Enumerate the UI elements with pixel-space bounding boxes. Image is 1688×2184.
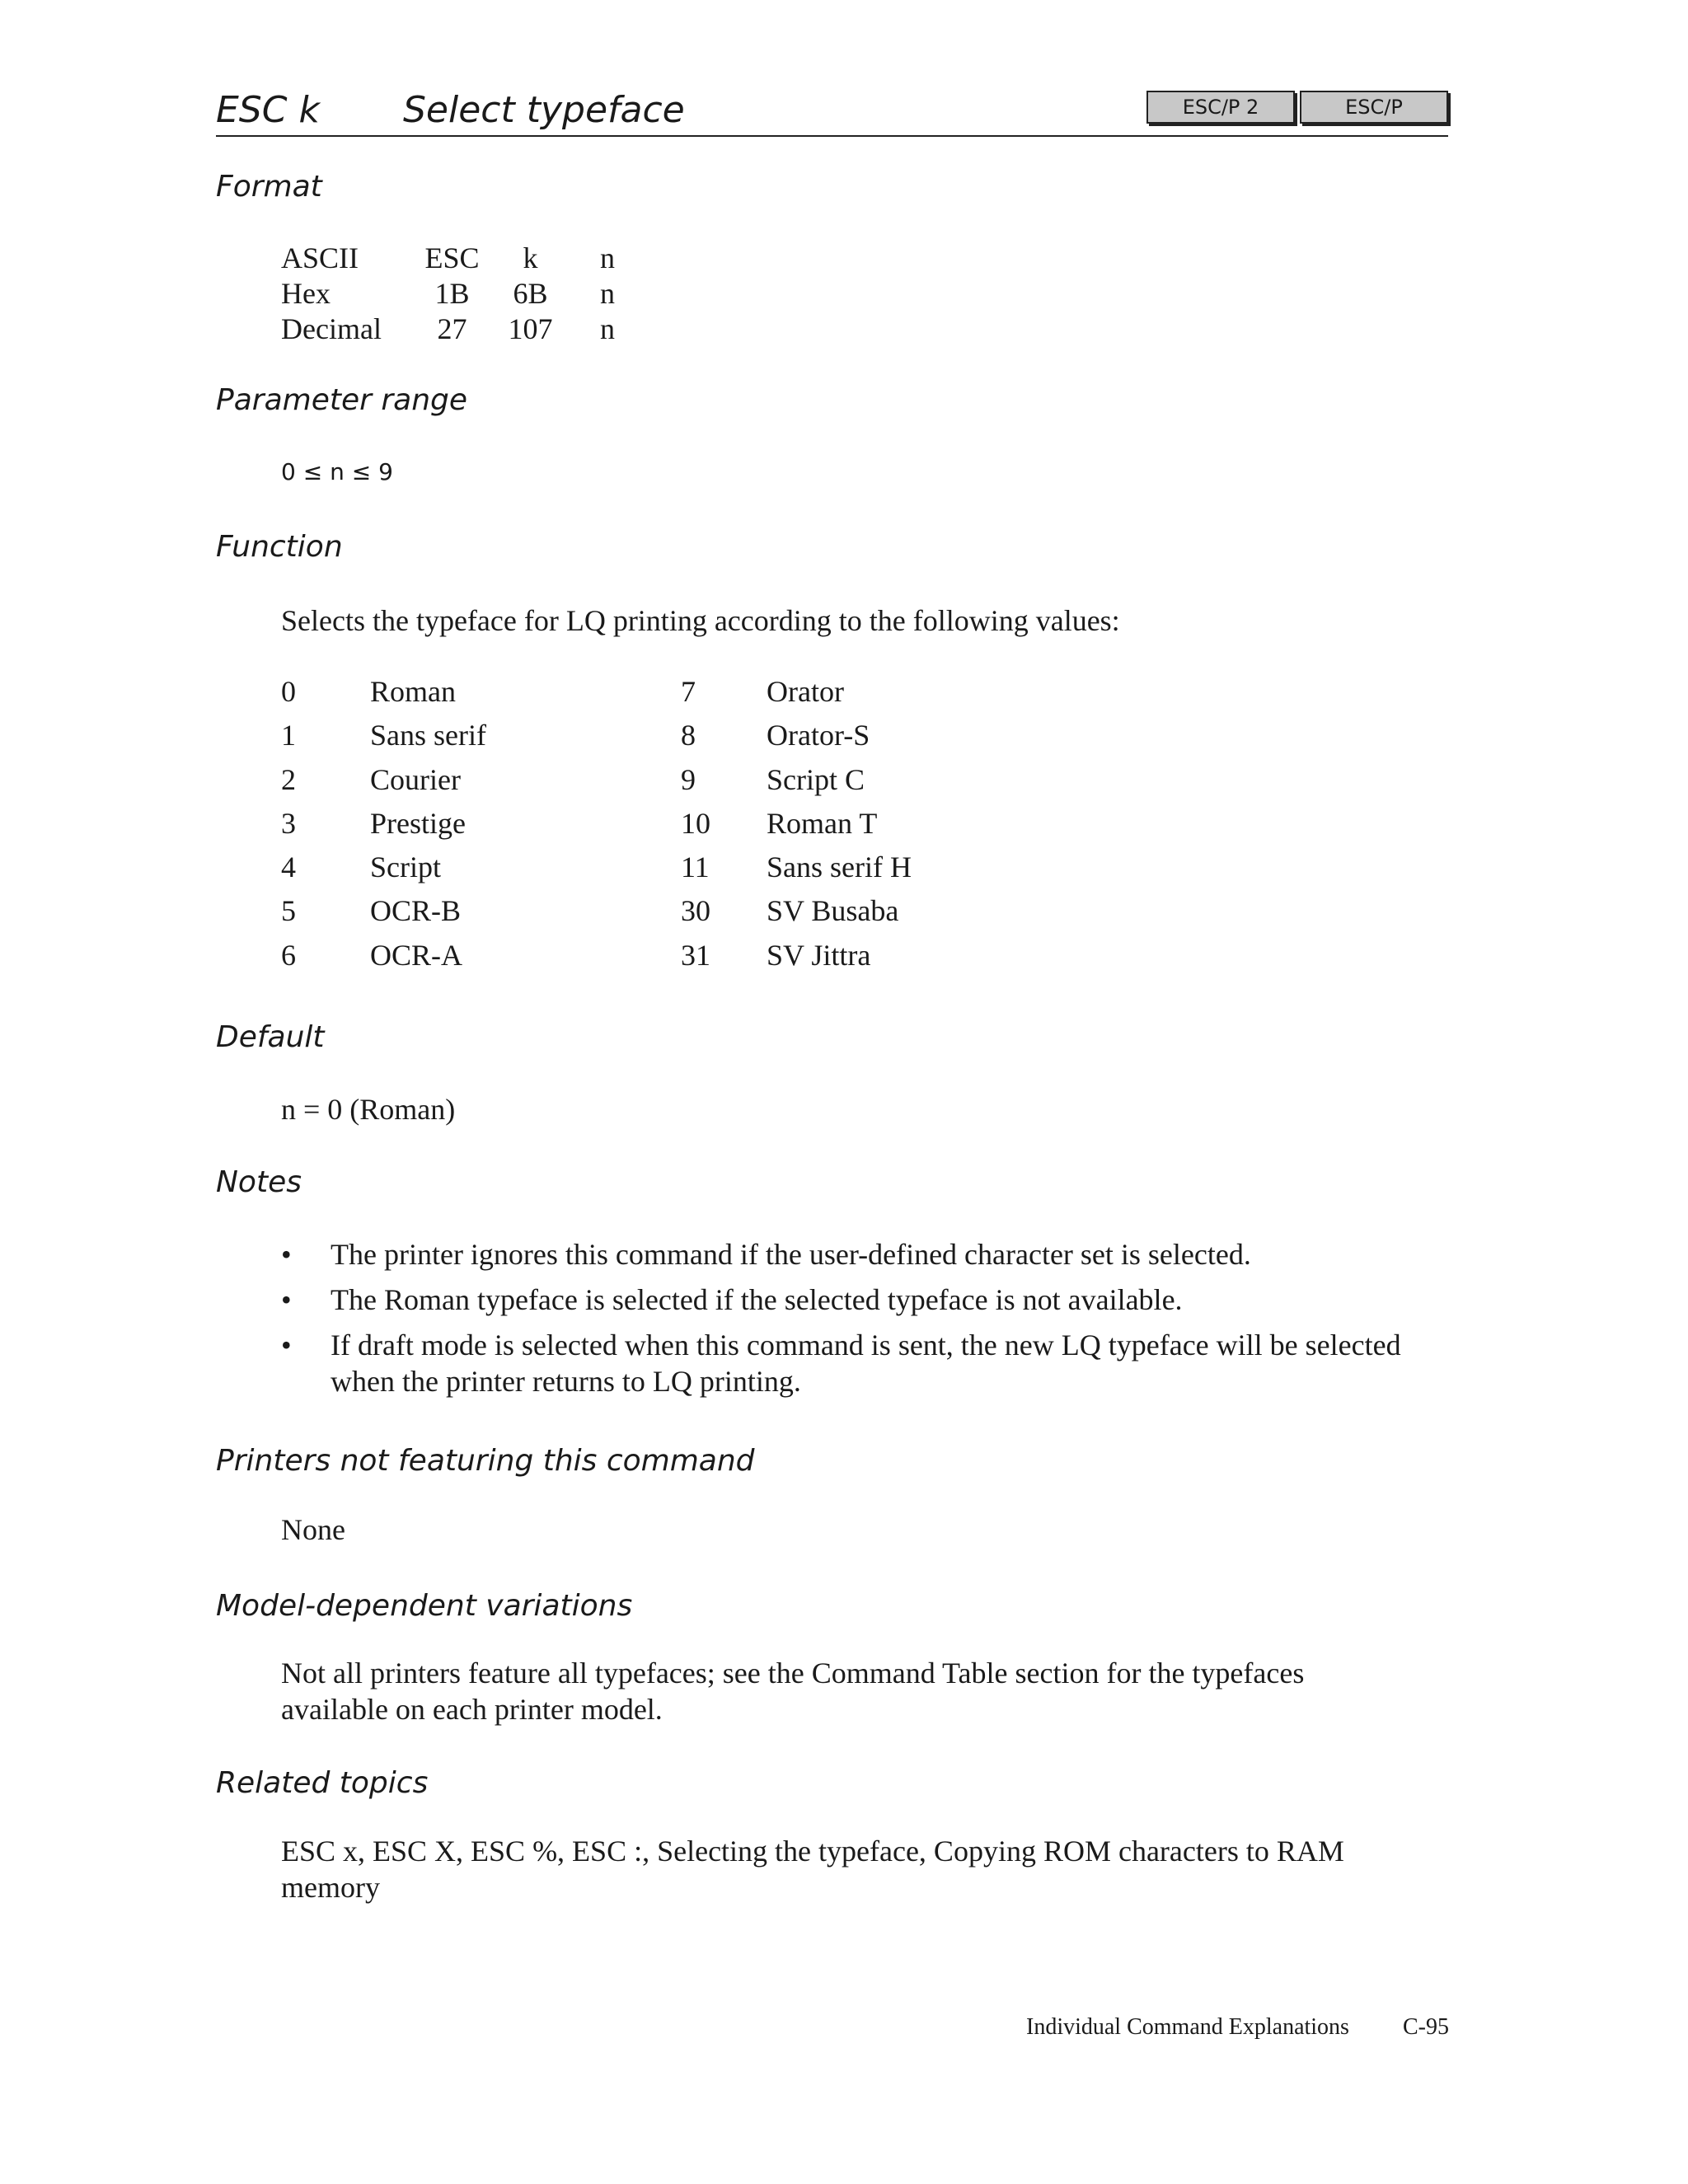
bullet-icon: • <box>281 1329 292 1361</box>
format-cell: Decimal <box>281 312 382 345</box>
model-dependent-text: Not all printers feature all typefaces; see the Command Table section for the typefaces available on each printer model. <box>281 1657 1305 1726</box>
note-text: The Roman typeface is selected if the selected typeface is not available. <box>331 1283 1183 1316</box>
typeface-number: 9 <box>681 762 696 796</box>
typeface-name: Orator <box>767 675 844 708</box>
protocol-badges <box>1146 91 1448 124</box>
typeface-name: OCR-B <box>370 894 462 928</box>
typeface-name: Roman T <box>767 806 878 840</box>
note-text: The printer ignores this command if the user-defined character set is selected. <box>331 1238 1251 1271</box>
command-name: ESC k <box>216 89 320 131</box>
function-heading: Function <box>216 530 343 564</box>
notes-heading: Notes <box>216 1165 302 1199</box>
typeface-number: 31 <box>681 938 710 972</box>
default-text: n = 0 (Roman) <box>281 1093 456 1126</box>
typeface-name: SV Jittra <box>767 938 871 972</box>
typeface-name: Script <box>370 851 441 884</box>
format-cell: 6B <box>513 277 548 310</box>
typeface-number: 30 <box>681 894 710 928</box>
parameter-range-heading: Parameter range <box>216 383 468 417</box>
typeface-number: 5 <box>281 894 296 928</box>
printers-not-featuring-text: None <box>281 1513 345 1546</box>
badge-escp2: ESC/P 2 <box>1146 91 1295 124</box>
page-title: Select typeface <box>403 89 685 131</box>
printers-not-featuring-heading: Printers not featuring this command <box>216 1444 755 1478</box>
typeface-number: 1 <box>281 719 296 752</box>
related-topics-text: ESC x, ESC X, ESC %, ESC :, Selecting the typeface, Copying ROM characters to RAM memory <box>281 1835 1344 1904</box>
model-dependent-heading: Model-dependent variations <box>216 1589 633 1623</box>
format-cell: ASCII <box>281 241 359 274</box>
typeface-name: Sans serif <box>370 719 486 752</box>
typeface-number: 10 <box>681 806 710 840</box>
typeface-name: Prestige <box>370 806 466 840</box>
parameter-range-text: 0 ≤ n ≤ 9 <box>281 458 393 485</box>
format-cell: n <box>600 312 615 345</box>
typeface-number: 2 <box>281 762 296 796</box>
format-cell: k <box>523 241 538 274</box>
default-heading: Default <box>216 1020 325 1054</box>
bullet-icon: • <box>281 1238 292 1271</box>
page-number: C-95 <box>1403 2014 1449 2040</box>
notes-list <box>281 1236 1418 1408</box>
typeface-name: Orator-S <box>767 719 870 752</box>
footer-section: Individual Command Explanations <box>1026 2014 1349 2040</box>
typeface-number: 6 <box>281 938 296 972</box>
note-text: If draft mode is selected when this command is sent, the new LQ typeface will be selected when the printer returns to LQ printing. <box>331 1329 1401 1398</box>
badge-escp: ESC/P <box>1300 91 1448 124</box>
format-cell: 1B <box>434 277 470 310</box>
format-cell: n <box>600 241 615 274</box>
bullet-icon: • <box>281 1283 292 1316</box>
list-item <box>281 1236 1418 1272</box>
list-item <box>281 1282 1418 1318</box>
typeface-number: 11 <box>681 851 710 884</box>
list-item <box>281 1327 1418 1399</box>
typeface-name: Roman <box>370 675 456 708</box>
typeface-name: SV Busaba <box>767 894 899 928</box>
typeface-name: Courier <box>370 762 461 796</box>
typeface-number: 3 <box>281 806 296 840</box>
typeface-name: Sans serif H <box>767 851 912 884</box>
format-cell: ESC <box>424 241 480 274</box>
typeface-name: OCR-A <box>370 938 463 972</box>
typeface-number: 8 <box>681 719 696 752</box>
typeface-name: Script C <box>767 762 865 796</box>
format-cell: n <box>600 277 615 310</box>
format-cell: 107 <box>508 312 553 345</box>
format-cell: 27 <box>437 312 467 345</box>
page-header <box>216 86 1448 137</box>
function-intro: Selects the typeface for LQ printing according to the following values: <box>281 604 1120 637</box>
related-topics-heading: Related topics <box>216 1766 429 1800</box>
format-heading: Format <box>216 170 322 204</box>
typeface-number: 4 <box>281 851 296 884</box>
format-cell: Hex <box>281 277 331 310</box>
typeface-number: 0 <box>281 675 296 708</box>
typeface-number: 7 <box>681 675 696 708</box>
